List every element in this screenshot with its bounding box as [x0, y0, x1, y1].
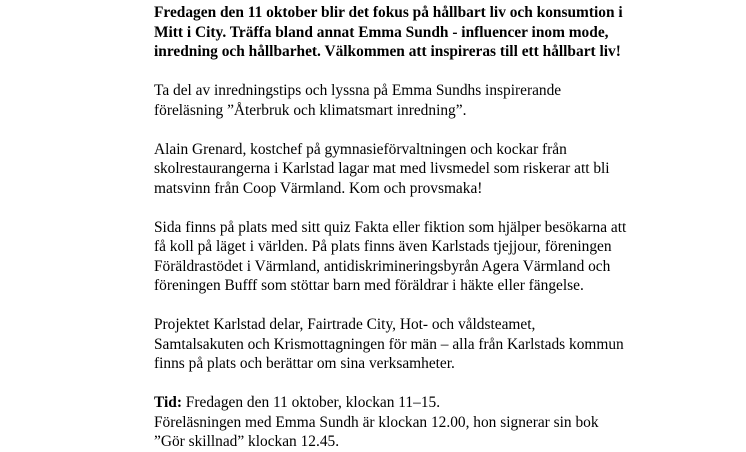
intro-line: Mitt i City. Träffa bland annat Emma Sundh - influencer inom mode,	[154, 23, 609, 41]
schedule-line: ”Gör skillnad” klockan 12.45.	[154, 433, 340, 450]
lecture-paragraph	[154, 81, 734, 120]
time-label: Tid:	[154, 394, 182, 411]
municipality-paragraph	[154, 315, 734, 374]
intro-line: Fredagen den 11 oktober blir det fokus på hållbart liv och konsumtion i	[154, 4, 623, 21]
paragraph-line: Projektet Karlstad delar, Fairtrade City, Hot- och våldsteamet,	[154, 316, 536, 333]
schedule-line: Föreläsningen med Emma Sundh är klockan 12.00, hon signerar sin bok	[154, 413, 599, 431]
paragraph-line: finns på plats och berättar om sina verksamheter.	[154, 355, 455, 372]
time-value: Fredagen den 11 oktober, klockan 11–15.	[181, 394, 441, 411]
organizations-paragraph	[154, 218, 734, 296]
food-paragraph	[154, 140, 734, 199]
paragraph-line: föreläsning ”Återbruk och klimatsmart inredning”.	[154, 101, 467, 119]
paragraph-line: få koll på läget i världen. På plats finns även Karlstads tjejjour, föreningen	[154, 238, 612, 255]
time-line	[154, 393, 734, 413]
time-paragraph	[154, 393, 734, 452]
paragraph-line: föreningen Bufff som stöttar barn med föräldrar i häkte eller fängelse.	[154, 277, 584, 294]
paragraph-line: matsvinn från Coop Värmland. Kom och provsmaka!	[154, 179, 483, 197]
document-body	[154, 3, 734, 452]
paragraph-line: skolrestaurangerna i Karlstad lagar mat med livsmedel som riskerar att bli	[154, 160, 610, 177]
paragraph-line: Ta del av inredningstips och lyssna på Emma Sundhs inspirerande	[154, 82, 562, 99]
intro-line: inredning och hållbarhet. Välkommen att inspireras till ett hållbart liv!	[154, 43, 621, 60]
intro-paragraph	[154, 3, 734, 62]
paragraph-line: Samtalsakuten och Krismottagningen för män – alla från Karlstads kommun	[154, 335, 624, 353]
paragraph-line: Alain Grenard, kostchef på gymnasieförvaltningen och kockar från	[154, 140, 567, 158]
paragraph-line: Sida finns på plats med sitt quiz Fakta eller fiktion som hjälper besökarna att	[154, 218, 627, 236]
paragraph-line: Föräldrastödet i Värmland, antidiskrimineringsbyrån Agera Värmland och	[154, 257, 611, 275]
